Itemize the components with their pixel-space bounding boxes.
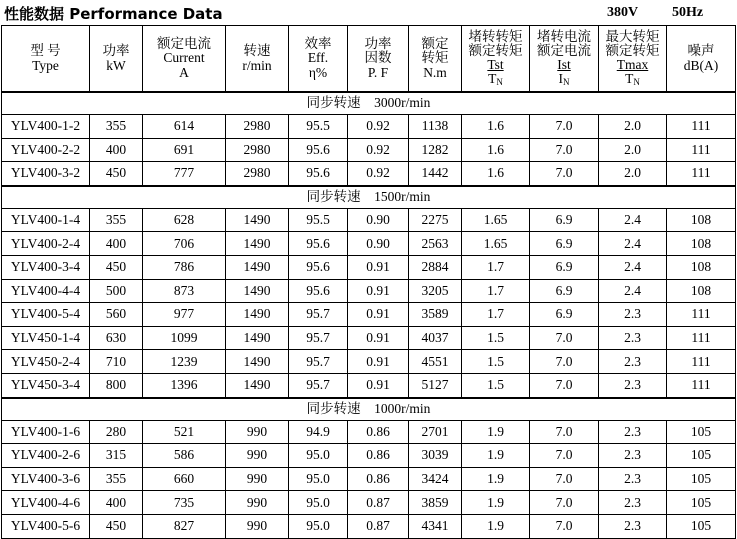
- speed-group-label: 同步转速 1500r/min: [2, 186, 736, 209]
- table-cell: 355: [90, 115, 143, 139]
- table-cell: 2.3: [599, 420, 667, 444]
- table-cell: 7.0: [530, 467, 599, 491]
- table-cell: YLV400-1-4: [2, 208, 90, 232]
- table-row: [2, 467, 736, 491]
- table-row: [2, 115, 736, 139]
- table-cell: 0.86: [348, 467, 409, 491]
- table-cell: 0.90: [348, 208, 409, 232]
- table-cell: 827: [143, 514, 226, 538]
- table-cell: 0.87: [348, 514, 409, 538]
- table-row: [2, 162, 736, 186]
- table-row: [2, 491, 736, 515]
- table-cell: 95.0: [289, 491, 348, 515]
- table-cell: 990: [226, 420, 289, 444]
- table-cell: 990: [226, 491, 289, 515]
- table-cell: 628: [143, 208, 226, 232]
- table-cell: 7.0: [530, 350, 599, 374]
- table-cell: 95.0: [289, 444, 348, 468]
- table-cell: 3424: [409, 467, 462, 491]
- table-row: [2, 208, 736, 232]
- table-cell: 630: [90, 326, 143, 350]
- table-cell: 95.5: [289, 115, 348, 139]
- table-cell: 111: [667, 303, 736, 327]
- table-cell: 500: [90, 279, 143, 303]
- table-cell: 0.91: [348, 373, 409, 397]
- table-cell: 4037: [409, 326, 462, 350]
- table-cell: 2275: [409, 208, 462, 232]
- table-cell: 111: [667, 326, 736, 350]
- table-cell: YLV400-4-4: [2, 279, 90, 303]
- table-cell: 2701: [409, 420, 462, 444]
- speed-group-label: 同步转速 1000r/min: [2, 398, 736, 421]
- table-cell: YLV400-2-6: [2, 444, 90, 468]
- table-cell: 586: [143, 444, 226, 468]
- table-cell: 95.6: [289, 232, 348, 256]
- table-cell: 3039: [409, 444, 462, 468]
- table-cell: YLV400-3-4: [2, 255, 90, 279]
- table-cell: 800: [90, 373, 143, 397]
- table-cell: 2.3: [599, 491, 667, 515]
- table-cell: 7.0: [530, 373, 599, 397]
- table-cell: 0.91: [348, 255, 409, 279]
- table-cell: 105: [667, 467, 736, 491]
- table-cell: YLV400-2-4: [2, 232, 90, 256]
- table-cell: 2.4: [599, 279, 667, 303]
- table-cell: 111: [667, 162, 736, 186]
- table-cell: 2.3: [599, 326, 667, 350]
- table-cell: 400: [90, 138, 143, 162]
- table-cell: 1490: [226, 232, 289, 256]
- performance-table: [1, 25, 736, 539]
- table-cell: 111: [667, 115, 736, 139]
- table-cell: 1490: [226, 279, 289, 303]
- table-cell: 0.92: [348, 115, 409, 139]
- table-cell: 95.7: [289, 303, 348, 327]
- table-cell: 990: [226, 444, 289, 468]
- table-cell: 1396: [143, 373, 226, 397]
- table-cell: 0.92: [348, 162, 409, 186]
- table-cell: 706: [143, 232, 226, 256]
- header-max-torque-ratio: 最大转矩 额定转矩 Tmax $T_N$: [599, 26, 667, 93]
- header-efficiency: 效率 Eff. η%: [289, 26, 348, 93]
- table-cell: 450: [90, 255, 143, 279]
- table-cell: 6.9: [530, 255, 599, 279]
- table-cell: 3589: [409, 303, 462, 327]
- table-cell: 1138: [409, 115, 462, 139]
- table-cell: 95.6: [289, 138, 348, 162]
- table-cell: 315: [90, 444, 143, 468]
- table-cell: 1.9: [462, 420, 530, 444]
- table-cell: 95.0: [289, 467, 348, 491]
- table-cell: 7.0: [530, 491, 599, 515]
- table-cell: 1.5: [462, 373, 530, 397]
- table-cell: 355: [90, 467, 143, 491]
- table-row: [2, 138, 736, 162]
- table-cell: 1282: [409, 138, 462, 162]
- table-cell: 105: [667, 444, 736, 468]
- table-cell: 2.3: [599, 303, 667, 327]
- table-cell: 1490: [226, 350, 289, 374]
- table-cell: 2980: [226, 162, 289, 186]
- table-cell: 95.5: [289, 208, 348, 232]
- table-cell: 1.9: [462, 467, 530, 491]
- table-cell: 2884: [409, 255, 462, 279]
- table-cell: 1490: [226, 303, 289, 327]
- table-cell: YLV400-5-6: [2, 514, 90, 538]
- speed-group-label: 同步转速 3000r/min: [2, 92, 736, 115]
- speed-group-row: [2, 92, 736, 115]
- table-cell: 1.6: [462, 162, 530, 186]
- table-cell: 2.3: [599, 514, 667, 538]
- table-cell: 7.0: [530, 444, 599, 468]
- table-cell: 7.0: [530, 514, 599, 538]
- table-cell: 6.9: [530, 303, 599, 327]
- table-body: [2, 92, 736, 538]
- table-cell: 5127: [409, 373, 462, 397]
- table-cell: 95.6: [289, 279, 348, 303]
- table-cell: 1.6: [462, 138, 530, 162]
- table-cell: 2.3: [599, 467, 667, 491]
- table-cell: 2.3: [599, 350, 667, 374]
- table-cell: 95.7: [289, 326, 348, 350]
- table-cell: 4341: [409, 514, 462, 538]
- table-cell: 0.91: [348, 326, 409, 350]
- table-cell: YLV400-1-6: [2, 420, 90, 444]
- table-cell: 3205: [409, 279, 462, 303]
- table-cell: 660: [143, 467, 226, 491]
- table-cell: 95.6: [289, 255, 348, 279]
- table-cell: 6.9: [530, 279, 599, 303]
- table-cell: 735: [143, 491, 226, 515]
- table-cell: 0.91: [348, 279, 409, 303]
- table-cell: 990: [226, 467, 289, 491]
- table-cell: 7.0: [530, 162, 599, 186]
- table-cell: 1490: [226, 373, 289, 397]
- table-cell: 2.3: [599, 373, 667, 397]
- table-cell: YLV450-1-4: [2, 326, 90, 350]
- table-cell: 1.7: [462, 279, 530, 303]
- table-cell: YLV400-1-2: [2, 115, 90, 139]
- table-cell: 710: [90, 350, 143, 374]
- frequency-label: 50Hz: [672, 5, 704, 20]
- table-row: [2, 373, 736, 397]
- table-cell: 108: [667, 279, 736, 303]
- header-power-factor: 功率 因数 P. F: [348, 26, 409, 93]
- table-cell: 2.0: [599, 138, 667, 162]
- table-cell: 2.3: [599, 444, 667, 468]
- header-locked-torque-ratio: 堵转转矩 额定转矩 Tst $T_N$: [462, 26, 530, 93]
- table-row: [2, 444, 736, 468]
- table-cell: YLV400-3-2: [2, 162, 90, 186]
- table-cell: 400: [90, 232, 143, 256]
- speed-group-row: [2, 398, 736, 421]
- voltage-label: 380V: [607, 5, 639, 20]
- header-row: [2, 26, 736, 93]
- table-cell: 521: [143, 420, 226, 444]
- table-cell: 95.7: [289, 350, 348, 374]
- table-cell: 0.86: [348, 444, 409, 468]
- table-cell: 2.4: [599, 232, 667, 256]
- table-cell: 105: [667, 491, 736, 515]
- table-cell: 0.91: [348, 303, 409, 327]
- table-cell: YLV450-2-4: [2, 350, 90, 374]
- table-row: [2, 350, 736, 374]
- table-cell: 2980: [226, 138, 289, 162]
- table-cell: 1.7: [462, 303, 530, 327]
- table-cell: 2.4: [599, 255, 667, 279]
- table-cell: 777: [143, 162, 226, 186]
- table-cell: 111: [667, 350, 736, 374]
- table-row: [2, 232, 736, 256]
- table-cell: 1099: [143, 326, 226, 350]
- header-noise: 噪声 dB(A): [667, 26, 736, 93]
- table-cell: 7.0: [530, 138, 599, 162]
- table-cell: 990: [226, 514, 289, 538]
- table-cell: YLV400-2-2: [2, 138, 90, 162]
- table-cell: 1.9: [462, 444, 530, 468]
- table-cell: 4551: [409, 350, 462, 374]
- table-cell: 400: [90, 491, 143, 515]
- table-cell: 6.9: [530, 208, 599, 232]
- table-cell: 280: [90, 420, 143, 444]
- table-cell: 6.9: [530, 232, 599, 256]
- title-bar: [0, 0, 737, 26]
- header-current: 额定电流 Current A: [143, 26, 226, 93]
- table-cell: 95.7: [289, 373, 348, 397]
- table-cell: 2.4: [599, 208, 667, 232]
- table-cell: 1.5: [462, 326, 530, 350]
- table-cell: 0.90: [348, 232, 409, 256]
- header-speed: 转速 r/min: [226, 26, 289, 93]
- table-cell: 7.0: [530, 420, 599, 444]
- table-cell: 2.0: [599, 115, 667, 139]
- table-cell: 7.0: [530, 115, 599, 139]
- table-cell: 111: [667, 138, 736, 162]
- table-cell: 1239: [143, 350, 226, 374]
- table-cell: 614: [143, 115, 226, 139]
- table-cell: 2.0: [599, 162, 667, 186]
- table-cell: 95.6: [289, 162, 348, 186]
- table-cell: 873: [143, 279, 226, 303]
- table-cell: 7.0: [530, 326, 599, 350]
- table-row: [2, 514, 736, 538]
- header-power: 功率 kW: [90, 26, 143, 93]
- table-row: [2, 420, 736, 444]
- table-cell: 1.65: [462, 232, 530, 256]
- table-cell: 1.6: [462, 115, 530, 139]
- table-cell: 0.91: [348, 350, 409, 374]
- header-locked-current-ratio: 堵转电流 额定电流 Ist $I_N$: [530, 26, 599, 93]
- table-cell: 108: [667, 208, 736, 232]
- table-cell: 977: [143, 303, 226, 327]
- table-cell: YLV400-5-4: [2, 303, 90, 327]
- table-cell: 95.0: [289, 514, 348, 538]
- table-cell: 1.65: [462, 208, 530, 232]
- table-cell: 450: [90, 162, 143, 186]
- table-cell: 2563: [409, 232, 462, 256]
- table-cell: 111: [667, 373, 736, 397]
- table-row: [2, 326, 736, 350]
- table-cell: 450: [90, 514, 143, 538]
- table-cell: 355: [90, 208, 143, 232]
- table-cell: 1.9: [462, 514, 530, 538]
- table-cell: 1.7: [462, 255, 530, 279]
- header-type: 型 号 Type: [2, 26, 90, 93]
- table-row: [2, 279, 736, 303]
- table-cell: YLV400-4-6: [2, 491, 90, 515]
- table-cell: 108: [667, 255, 736, 279]
- table-cell: 0.86: [348, 420, 409, 444]
- header-rated-torque: 额定 转矩 N.m: [409, 26, 462, 93]
- table-row: [2, 303, 736, 327]
- table-cell: 105: [667, 514, 736, 538]
- table-cell: 1490: [226, 208, 289, 232]
- table-cell: 1442: [409, 162, 462, 186]
- table-cell: 0.87: [348, 491, 409, 515]
- table-cell: 3859: [409, 491, 462, 515]
- table-cell: 786: [143, 255, 226, 279]
- table-cell: 1.5: [462, 350, 530, 374]
- table-cell: 105: [667, 420, 736, 444]
- table-cell: 1490: [226, 255, 289, 279]
- table-cell: YLV400-3-6: [2, 467, 90, 491]
- table-cell: YLV450-3-4: [2, 373, 90, 397]
- table-cell: 1490: [226, 326, 289, 350]
- page-title: 性能数据 Performance Data: [4, 5, 223, 23]
- table-row: [2, 255, 736, 279]
- table-cell: 94.9: [289, 420, 348, 444]
- speed-group-row: [2, 186, 736, 209]
- table-cell: 108: [667, 232, 736, 256]
- table-cell: 0.92: [348, 138, 409, 162]
- table-cell: 2980: [226, 115, 289, 139]
- table-cell: 1.9: [462, 491, 530, 515]
- table-cell: 560: [90, 303, 143, 327]
- table-cell: 691: [143, 138, 226, 162]
